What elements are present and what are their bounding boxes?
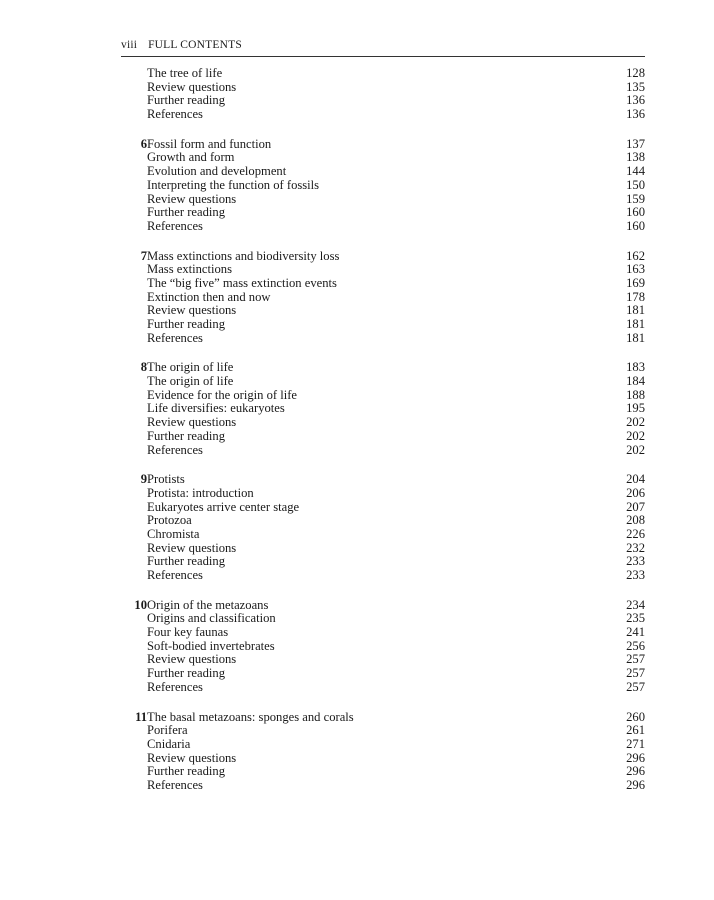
chapter-heading (121, 250, 645, 264)
entry-title: Protozoa (147, 513, 192, 528)
toc-entry (121, 779, 645, 793)
page-number: 256 (626, 638, 645, 653)
chapter-title: Origin of the metazoans (147, 597, 269, 612)
page-number: 232 (626, 540, 645, 555)
toc-entry (121, 569, 645, 583)
chapter-number (121, 779, 147, 793)
page-number: 296 (626, 777, 645, 792)
chapter-number (121, 220, 147, 234)
chapter-heading (121, 138, 645, 152)
chapter-number (121, 555, 147, 569)
entry-title: Review questions (147, 303, 237, 318)
chapter-number (121, 193, 147, 207)
toc-entry (121, 67, 645, 81)
chapter-heading (121, 599, 645, 613)
chapter-title: The basal metazoans: sponges and corals (147, 709, 354, 724)
entry-title: Further reading (147, 428, 225, 443)
entry-title: References (147, 107, 203, 122)
chapter-number (121, 416, 147, 430)
page-number: 162 (626, 248, 645, 263)
entry-title: The tree of life (147, 66, 223, 80)
page-number: 235 (626, 611, 645, 626)
chapter-number (121, 291, 147, 305)
entry-title: Further reading (147, 205, 225, 220)
toc-entry (121, 220, 645, 234)
chapter-number (121, 501, 147, 515)
chapter-section (121, 250, 645, 346)
entry-title: Four key faunas (147, 625, 229, 640)
chapter-number (121, 612, 147, 626)
chapter-heading (121, 711, 645, 725)
toc-entry (121, 402, 645, 416)
entry-title: References (147, 679, 203, 694)
entry-title: Further reading (147, 93, 225, 108)
entry-title: Soft-bodied invertebrates (147, 638, 275, 653)
entry-title: Cnidaria (147, 736, 191, 751)
toc-entry (121, 193, 645, 207)
entry-title: Further reading (147, 666, 225, 681)
entry-title: Review questions (147, 415, 237, 430)
toc-entry (121, 752, 645, 766)
toc-entry (121, 640, 645, 654)
chapter-number (121, 528, 147, 542)
page-number: 159 (626, 191, 645, 206)
page-number: 136 (626, 107, 645, 122)
page-number: 233 (626, 568, 645, 582)
chapter-number (121, 724, 147, 738)
chapter-number: 10 (134, 597, 147, 612)
toc-entry (121, 375, 645, 389)
page-number: 233 (626, 554, 645, 569)
chapter-number (121, 277, 147, 291)
chapter-number (121, 151, 147, 165)
chapter-title: Protists (147, 472, 185, 487)
chapter-number (121, 626, 147, 640)
chapter-number: 11 (135, 709, 147, 724)
toc-entry (121, 681, 645, 695)
page-number: 208 (626, 513, 645, 528)
toc-entry (121, 444, 645, 458)
toc-entry (121, 81, 645, 95)
toc-entry (121, 304, 645, 318)
chapter-number: 9 (140, 472, 147, 487)
toc-entry (121, 765, 645, 779)
page-number: 257 (626, 666, 645, 681)
section-continuation (121, 67, 645, 122)
page-number: 257 (626, 679, 645, 694)
entry-title: Growth and form (147, 150, 235, 165)
toc-entry (121, 626, 645, 640)
header-rule (121, 56, 645, 57)
chapter-number: 6 (140, 136, 147, 151)
toc-entry (121, 653, 645, 667)
toc-entry (121, 724, 645, 738)
page-number: 202 (626, 428, 645, 443)
page-number: 144 (626, 164, 645, 179)
chapter-number (121, 94, 147, 108)
chapter-number (121, 765, 147, 779)
entry-title: Review questions (147, 750, 237, 765)
entry-title: Extinction then and now (147, 289, 271, 304)
page-number: 137 (626, 136, 645, 151)
entry-title: Review questions (147, 79, 237, 94)
page-number: 271 (626, 736, 645, 751)
toc-entry (121, 332, 645, 346)
entry-title: Porifera (147, 723, 188, 738)
chapter-number (121, 165, 147, 179)
page-number: 181 (626, 317, 645, 331)
entry-title: Mass extinctions (147, 262, 233, 277)
toc-entry (121, 263, 645, 277)
chapter-number (121, 430, 147, 444)
table-of-contents (121, 67, 645, 809)
chapter-number (121, 67, 147, 81)
chapter-number (121, 81, 147, 95)
chapter-number (121, 108, 147, 122)
page-number: 183 (626, 360, 645, 375)
chapter-heading (121, 473, 645, 487)
chapter-title: The origin of life (147, 360, 234, 375)
page-number: 241 (626, 625, 645, 640)
toc-entry (121, 94, 645, 108)
chapter-number (121, 653, 147, 667)
chapter-number (121, 375, 147, 389)
page-number: 181 (626, 303, 645, 318)
toc-entry (121, 165, 645, 179)
chapter-number (121, 640, 147, 654)
entry-title: References (147, 777, 203, 792)
entry-title: Review questions (147, 191, 237, 206)
chapter-number (121, 402, 147, 416)
page-label: viii (121, 39, 138, 51)
toc-entry (121, 318, 645, 332)
chapter-heading (121, 361, 645, 375)
entry-title: The “big five” mass extinction events (147, 275, 337, 290)
chapter-number (121, 752, 147, 766)
chapter-section (121, 138, 645, 234)
toc-entry (121, 514, 645, 528)
entry-title: Review questions (147, 540, 237, 555)
chapter-number (121, 179, 147, 193)
chapter-section (121, 711, 645, 793)
running-head (121, 38, 644, 52)
page-number: 128 (626, 66, 645, 80)
toc-entry (121, 206, 645, 220)
chapter-section (121, 361, 645, 457)
page-number: 184 (626, 374, 645, 389)
toc-entry (121, 487, 645, 501)
entry-title: Protista: introduction (147, 485, 254, 500)
toc-entry (121, 528, 645, 542)
page-number: 188 (626, 387, 645, 402)
running-title: FULL CONTENTS (148, 39, 242, 51)
page-number: 135 (626, 79, 645, 94)
page-number: 163 (626, 262, 645, 277)
page-number: 169 (626, 275, 645, 290)
page-number: 207 (626, 499, 645, 514)
page-number: 136 (626, 93, 645, 108)
chapter-number (121, 681, 147, 695)
page-number: 202 (626, 442, 645, 457)
chapter-title: Mass extinctions and biodiversity loss (147, 248, 340, 263)
entry-title: Eukaryotes arrive center stage (147, 499, 300, 514)
entry-title: Interpreting the function of fossils (147, 177, 320, 192)
chapter-number (121, 444, 147, 458)
page-number: 202 (626, 415, 645, 430)
toc-entry (121, 416, 645, 430)
page-number: 181 (626, 330, 645, 345)
toc-entry (121, 738, 645, 752)
chapter-number (121, 318, 147, 332)
toc-entry (121, 555, 645, 569)
chapter-number: 8 (140, 360, 147, 375)
chapter-number (121, 514, 147, 528)
chapter-number (121, 542, 147, 556)
chapter-number (121, 263, 147, 277)
toc-entry (121, 389, 645, 403)
page-number: 260 (626, 709, 645, 724)
chapter-number (121, 487, 147, 501)
toc-entry (121, 542, 645, 556)
chapter-section (121, 599, 645, 695)
page-number: 296 (626, 750, 645, 765)
toc-entry (121, 277, 645, 291)
entry-title: References (147, 330, 203, 345)
chapter-number (121, 569, 147, 583)
entry-title: Origins and classification (147, 611, 276, 626)
chapter-number (121, 304, 147, 318)
chapter-number (121, 738, 147, 752)
toc-entry (121, 612, 645, 626)
page-number: 195 (626, 401, 645, 416)
toc-entry (121, 108, 645, 122)
entry-title: References (147, 442, 203, 457)
toc-entry (121, 501, 645, 515)
page-number: 296 (626, 764, 645, 779)
page-number: 206 (626, 485, 645, 500)
toc-entry (121, 179, 645, 193)
page-number: 257 (626, 652, 645, 667)
toc-entry (121, 667, 645, 681)
entry-title: References (147, 568, 203, 582)
toc-entry (121, 430, 645, 444)
chapter-number (121, 667, 147, 681)
chapter-title: Fossil form and function (147, 136, 272, 151)
entry-title: The origin of life (147, 374, 234, 389)
chapter-section (121, 473, 645, 583)
page-number: 234 (626, 597, 645, 612)
page-number: 138 (626, 150, 645, 165)
toc-entry (121, 151, 645, 165)
entry-title: Chromista (147, 526, 200, 541)
entry-title: Further reading (147, 317, 225, 331)
chapter-number (121, 206, 147, 220)
entry-title: Evolution and development (147, 164, 287, 179)
page-number: 150 (626, 177, 645, 192)
entry-title: Further reading (147, 554, 225, 569)
chapter-number: 7 (140, 248, 147, 263)
page-number: 226 (626, 526, 645, 541)
chapter-number (121, 332, 147, 346)
entry-title: Evidence for the origin of life (147, 387, 298, 402)
page-number: 160 (626, 205, 645, 220)
entry-title: Life diversifies: eukaryotes (147, 401, 285, 416)
entry-title: References (147, 218, 203, 233)
entry-title: Further reading (147, 764, 225, 779)
entry-title: Review questions (147, 652, 237, 667)
page-number: 204 (626, 472, 645, 487)
page-number: 160 (626, 218, 645, 233)
page-number: 178 (626, 289, 645, 304)
toc-entry (121, 291, 645, 305)
page-number: 261 (626, 723, 645, 738)
chapter-number (121, 389, 147, 403)
